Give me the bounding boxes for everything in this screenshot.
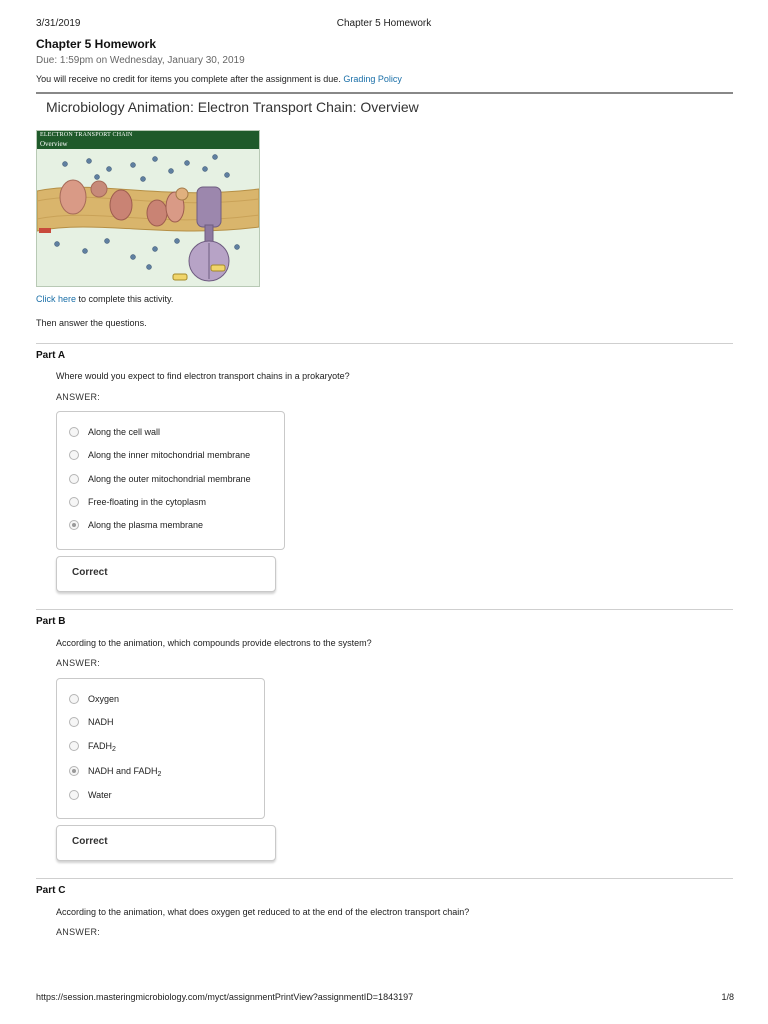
part-b-answer-label: ANSWER: [56, 658, 101, 668]
option-label: NADH [88, 717, 114, 727]
option-label: Water [88, 790, 112, 800]
part-b-option[interactable] [69, 741, 116, 751]
header-divider [36, 92, 733, 94]
then-instruction: Then answer the questions. [36, 318, 147, 328]
part-b-option[interactable] [69, 694, 119, 704]
section-divider [36, 343, 733, 344]
radio-button[interactable] [69, 474, 79, 484]
grading-policy-link[interactable]: Grading Policy [343, 74, 402, 84]
print-title: Chapter 5 Homework [336, 18, 432, 29]
radio-button[interactable] [69, 694, 79, 704]
due-date: Due: 1:59pm on Wednesday, January 30, 2019 [36, 55, 245, 66]
part-c-question: According to the animation, what does oxygen get reduced to at the end of the electron transport chain? [56, 907, 470, 917]
option-label: Along the plasma membrane [88, 520, 204, 530]
subscript: 2 [112, 746, 116, 753]
part-a-options [56, 411, 285, 550]
part-a-option-selected[interactable] [69, 520, 203, 530]
part-b-question: According to the animation, which compounds provide electrons to the system? [56, 638, 372, 648]
print-footer-url: https://session.masteringmicrobiology.com/myct/assignmentPrintView?assignmentID=1843197 [36, 992, 414, 1002]
activity-instruction [36, 294, 173, 304]
part-b-option-selected[interactable] [69, 766, 161, 776]
part-b-option[interactable] [69, 790, 112, 800]
part-c-label: Part C [36, 885, 66, 896]
option-label: Oxygen [88, 694, 120, 704]
option-label [88, 766, 161, 776]
radio-button[interactable] [69, 741, 79, 751]
option-label: Free-floating in the cytoplasm [88, 497, 207, 507]
radio-button[interactable] [69, 497, 79, 507]
part-a-option[interactable] [69, 474, 251, 484]
late-notice [36, 74, 402, 84]
part-b-feedback [56, 825, 276, 861]
radio-button[interactable] [69, 450, 79, 460]
section-divider [36, 609, 733, 610]
part-b-label: Part B [36, 616, 66, 627]
figure-title-band [37, 131, 259, 149]
part-a-feedback [56, 556, 276, 592]
radio-button-selected[interactable] [69, 766, 79, 776]
option-label: Along the inner mitochondrial membrane [88, 450, 251, 460]
option-label: Along the cell wall [88, 427, 161, 437]
figure-caption-main: ELECTRON TRANSPORT CHAIN [40, 132, 133, 138]
part-a-option[interactable] [69, 450, 250, 460]
section-divider [36, 878, 733, 879]
click-here-link[interactable]: Click here [36, 294, 77, 304]
feedback-text: Correct [72, 836, 108, 847]
radio-button[interactable] [69, 717, 79, 727]
radio-button[interactable] [69, 427, 79, 437]
option-label: Along the outer mitochondrial membrane [88, 474, 251, 484]
radio-button[interactable] [69, 790, 79, 800]
part-b-options [56, 678, 265, 819]
electron-transport-chain-illustration [37, 149, 259, 286]
late-notice-text: You will receive no credit for items you complete after the assignment is due. [36, 74, 341, 84]
part-a-label: Part A [36, 350, 66, 361]
option-label-main: NADH and FADH [88, 766, 158, 776]
part-b-option[interactable] [69, 717, 114, 727]
figure-caption-sub: Overview [40, 140, 68, 148]
activity-instruction-text: to complete this activity. [76, 294, 174, 304]
page-number: 1/8 [721, 992, 734, 1002]
part-a-answer-label: ANSWER: [56, 392, 101, 402]
part-a-question: Where would you expect to find electron transport chains in a prokaryote? [56, 371, 350, 381]
feedback-text: Correct [72, 567, 108, 578]
print-date: 3/31/2019 [36, 18, 81, 29]
subscript: 2 [157, 771, 162, 778]
part-c-answer-label: ANSWER: [56, 927, 101, 937]
part-a-option[interactable] [69, 427, 160, 437]
animation-title: Microbiology Animation: Electron Transport Chain: Overview [46, 99, 419, 115]
option-label [88, 741, 116, 751]
radio-button-selected[interactable] [69, 520, 79, 530]
option-label-main: FADH [88, 741, 113, 751]
etc-animation-thumbnail[interactable] [36, 130, 260, 287]
part-a-option[interactable] [69, 497, 206, 507]
assignment-title: Chapter 5 Homework [36, 37, 157, 51]
